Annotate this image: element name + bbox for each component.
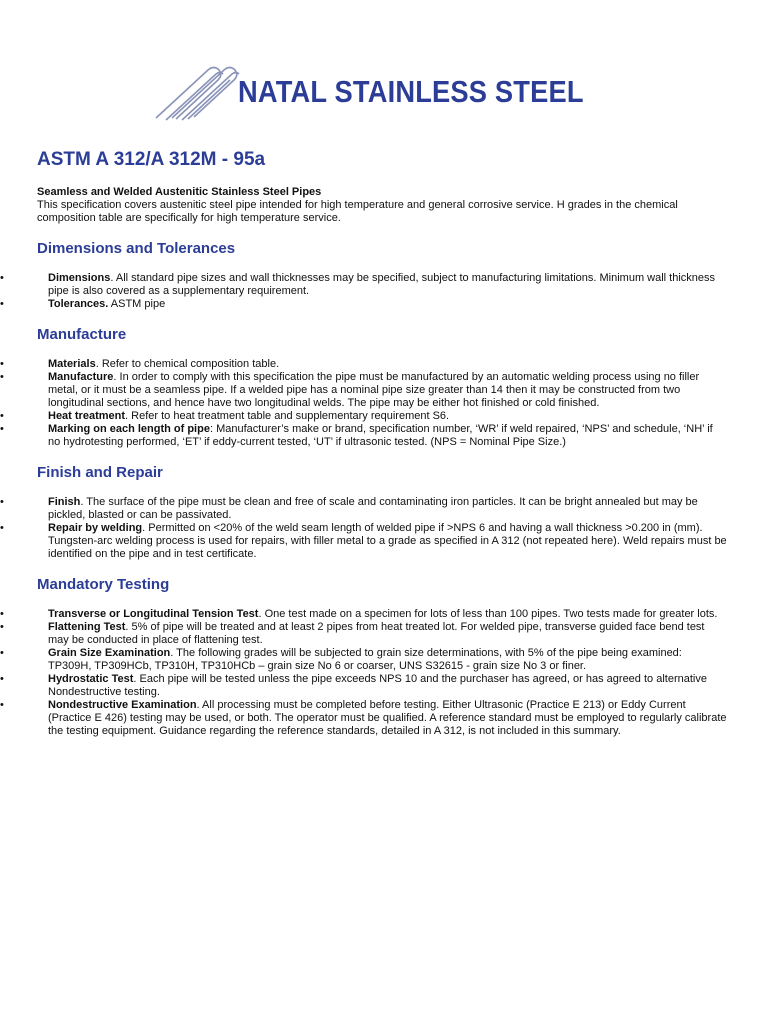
list-dimensions: [37, 272, 727, 311]
item-text: . All processing must be completed before testing. Either Ultrasonic (Practice E 213) or Eddy Current (Practice E 426) testing may be used, or both. The operator must be qualified. A reference standard must be employed to regularly calibrate the testing equipment. Guidance regarding the reference standards, detailed in A 312, is not included in this summary.: [48, 699, 727, 737]
document-body: [37, 148, 727, 752]
item-text: . In order to comply with this specification the pipe must be manufactured by an automatic welding process using no filler metal, or it must be a seamless pipe. If a welded pipe has a nominal pipe size greater than 14 then it may be constructed from two longitudinal sections, and hence have two longitudinal welds. The pipe may be either hot finished or cold finished.: [48, 371, 700, 409]
section-heading-finish: Finish and Repair: [37, 464, 163, 481]
item-text: . The following grades will be subjected to grain size determinations, with 5% of the pipe being examined: TP309H, TP309HCb, TP310H, TP310HCb – grain size No 6 or coarser, UNS S32615 - grain size No 3 or finer.: [48, 647, 682, 672]
document-intro: This specification covers austenitic steel pipe intended for high temperature and general corrosive service. H grades in the chemical composition table are specifically for high temperature service.: [37, 199, 678, 224]
section-heading-manufacture: Manufacture: [37, 326, 127, 343]
item-term: Grain Size Examination: [48, 647, 171, 659]
list-item: [37, 272, 727, 298]
document-title: ASTM A 312/A 312M - 95a: [37, 149, 266, 170]
list-item: [37, 410, 727, 423]
section-heading-testing: Mandatory Testing: [37, 576, 170, 593]
item-text: . All standard pipe sizes and wall thicknesses may be specified, subject to manufacturing limitations. Minimum wall thickness pipe is also covered as a supplementary requirement.: [48, 272, 716, 297]
item-term: Finish: [48, 496, 81, 508]
item-term: Hydrostatic Test: [48, 673, 134, 685]
list-item: [37, 699, 727, 738]
item-text: . 5% of pipe will be treated and at least 2 pipes from heat treated lot. For welded pipe, transverse guided face bend test may be conducted in place of flattening test.: [48, 621, 705, 646]
list-item: [37, 371, 727, 410]
item-term: Tolerances.: [48, 298, 109, 310]
document-subtitle: Seamless and Welded Austenitic Stainless Steel Pipes: [37, 186, 322, 198]
item-text: . Permitted on <20% of the weld seam length of welded pipe if >NPS 6 and having a wall thickness >0.200 in (mm). Tungsten-arc welding process is used for repairs, with filler metal to a grade as specified in A 312 (not repeated here). Weld repairs must be identified on the pipe and in test certificate.: [48, 522, 727, 560]
list-item: [37, 423, 727, 449]
list-item: [37, 621, 727, 647]
item-term: Dimensions: [48, 272, 111, 284]
list-item: [37, 608, 727, 621]
list-item: [37, 496, 727, 522]
item-term: Materials: [48, 358, 96, 370]
item-term: Manufacture: [48, 371, 114, 383]
item-term: Nondestructive Examination: [48, 699, 197, 711]
list-item: [37, 358, 727, 371]
item-term: Heat treatment: [48, 410, 126, 422]
logo-text: NATAL STAINLESS STEEL: [238, 74, 584, 109]
item-term: Flattening Test: [48, 621, 126, 633]
item-term: Marking on each length of pipe: [48, 423, 210, 435]
list-item: [37, 647, 727, 673]
item-text: . One test made on a specimen for lots of less than 100 pipes. Two tests made for greater lots.: [258, 608, 718, 620]
item-text: . The surface of the pipe must be clean and free of scale and contaminating iron particles. It can be bright annealed but may be pickled, blasted or can be passivated.: [48, 496, 698, 521]
item-text: . Refer to heat treatment table and supplementary requirement S6.: [125, 410, 450, 422]
item-text: ASTM pipe: [108, 298, 166, 310]
item-term: Repair by welding: [48, 522, 143, 534]
company-logo: [150, 64, 590, 124]
list-manufacture: [37, 358, 727, 449]
list-testing: [37, 608, 727, 738]
item-text: . Refer to chemical composition table.: [95, 358, 280, 370]
section-heading-dimensions: Dimensions and Tolerances: [37, 240, 236, 257]
list-item: [37, 673, 727, 699]
item-text: . Each pipe will be tested unless the pipe exceeds NPS 10 and the purchaser has agreed, or has agreed to alternative Nondestructive testing.: [48, 673, 707, 698]
item-term: Transverse or Longitudinal Tension Test: [48, 608, 259, 620]
list-item: [37, 298, 727, 311]
list-finish: [37, 496, 727, 561]
list-item: [37, 522, 727, 561]
paperclip-logo-icon: [150, 64, 240, 124]
item-text: : Manufacturer’s make or brand, specification number, ‘WR’ if weld repaired, ‘NPS’ and schedule, ‘NH’ if no hydrotesting performed, ‘ET’ if eddy-current tested, ‘UT’ if ultrasonic tested. (NPS = Nominal Pipe Size.): [48, 423, 713, 448]
